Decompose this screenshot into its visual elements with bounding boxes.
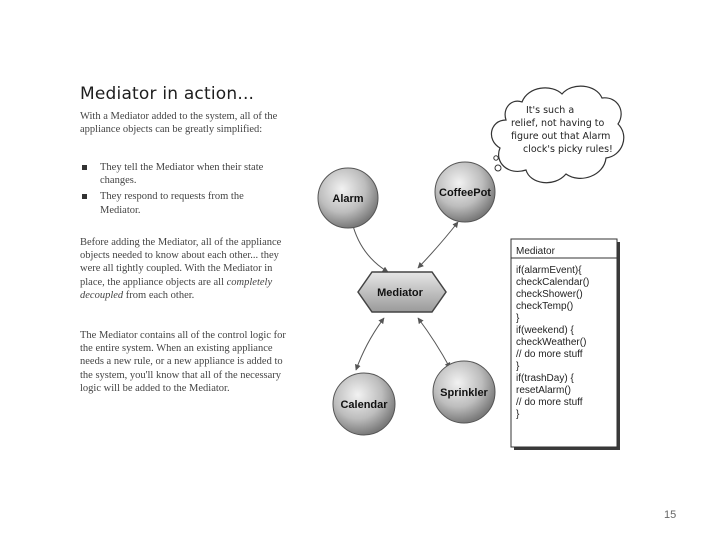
code-line: checkShower() (516, 289, 583, 300)
control-logic-paragraph: The Mediator contains all of the control logic for the entire system. When an existing appliance needs a new rule, or a new appliance is added to the system, you'll know that all of the necessary logic will be added to the Mediator. (80, 330, 286, 394)
code-line: checkCalendar() (516, 277, 590, 288)
alarm-label: Alarm (332, 193, 364, 205)
mediator-label: Mediator (377, 287, 423, 299)
code-line: // do more stuff (516, 349, 583, 360)
decoupling-paragraph (80, 236, 292, 302)
code-line: checkWeather() (516, 337, 587, 348)
sprinkler-node (433, 361, 495, 423)
calendar-connector (356, 318, 384, 370)
page-number: 15 (664, 509, 677, 521)
code-line: } (516, 361, 520, 372)
thought-line-1: It's such a (526, 105, 575, 116)
mediator-diagram (300, 80, 630, 460)
code-box-title: Mediator (516, 246, 555, 257)
bullet-list (80, 161, 280, 220)
mediator-code-box (511, 239, 620, 450)
decoupled-emphasis: completely decoupled (80, 276, 273, 301)
alarm-connector (352, 222, 388, 272)
code-line: } (516, 409, 520, 420)
code-line: // do more stuff (516, 397, 583, 408)
intro-paragraph: With a Mediator added to the system, all of the appliance objects can be greatly simplified: (80, 111, 278, 136)
code-line: if(trashDay) { (516, 373, 574, 384)
mediator-node (358, 272, 446, 312)
code-line: resetAlarm() (516, 385, 572, 396)
alarm-node (318, 168, 378, 228)
sprinkler-label: Sprinkler (440, 387, 488, 399)
code-line: } (516, 313, 520, 324)
thought-line-3: figure out that Alarm (511, 131, 611, 142)
code-line: if(alarmEvent){ (516, 265, 582, 276)
thought-line-2: relief, not having to (511, 118, 605, 129)
calendar-label: Calendar (340, 399, 388, 411)
code-line: checkTemp() (516, 301, 574, 312)
code-line: if(weekend) { (516, 325, 574, 336)
bullet-item: They respond to requests from the Mediator. (80, 190, 280, 216)
sprinkler-connector (418, 318, 450, 368)
thought-line-4: clock's picky rules! (523, 144, 613, 155)
decoupling-text-b: from each other. (123, 289, 195, 301)
coffeepot-label: CoffeePot (439, 187, 491, 199)
slide-title: Mediator in action... (80, 84, 255, 104)
coffeepot-node (435, 162, 495, 222)
calendar-node (333, 373, 395, 435)
coffeepot-connector (418, 222, 458, 268)
decoupling-text-a: Before adding the Mediator, all of the appliance objects needed to know about each other... they were all tightly coupled. With the Mediator in place, the appliance objects are all (80, 237, 282, 288)
thought-bubble (491, 86, 623, 183)
bullet-item: They tell the Mediator when their state changes. (80, 161, 280, 187)
